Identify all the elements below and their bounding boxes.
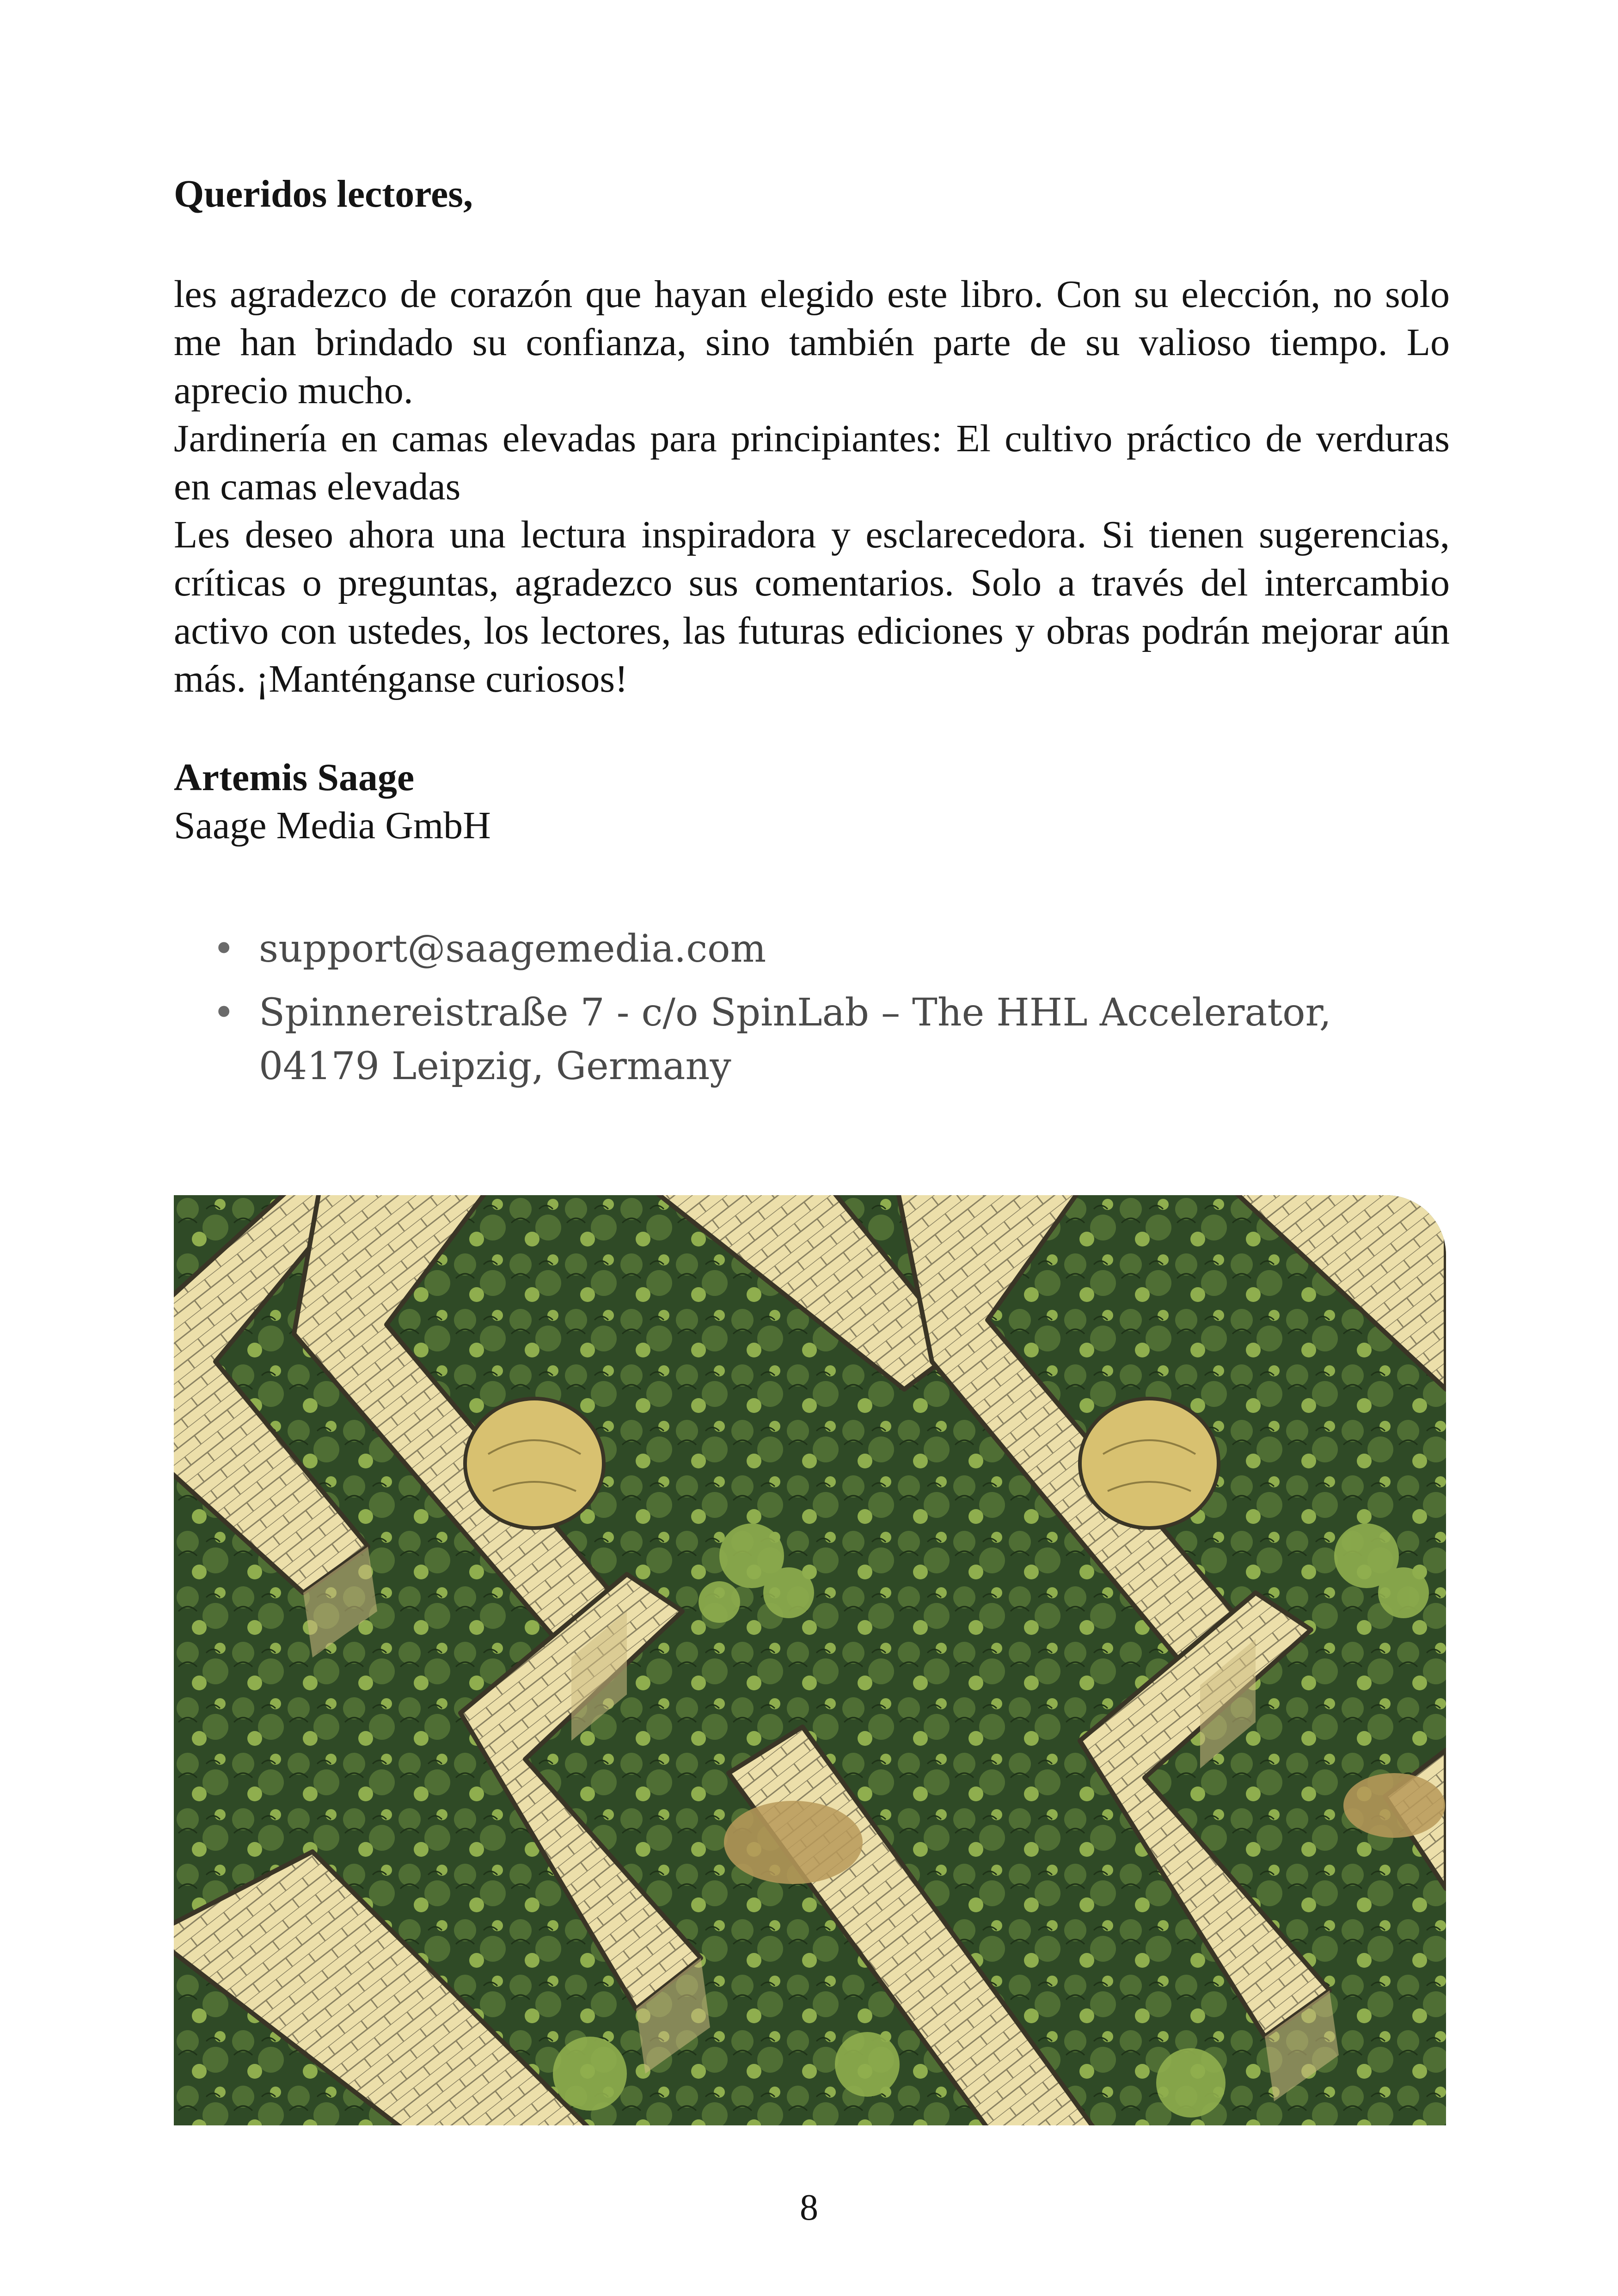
author-name: Artemis Saage (174, 756, 415, 799)
bullet-icon: • (213, 927, 235, 971)
letter-greeting: Queridos lectores, (174, 172, 473, 215)
bullet-icon: • (213, 991, 235, 1035)
raised-garden-beds-illustration (174, 1195, 1446, 2125)
page-number: 8 (800, 2187, 818, 2228)
contact-address-line1: Spinnereistraße 7 - c/o SpinLab – The HHL Accelerator, (259, 991, 1331, 1035)
contact-email[interactable]: support@saagemedia.com (259, 927, 766, 971)
contact-address-item (213, 986, 1461, 1093)
contact-list (213, 922, 1461, 1104)
letter-paragraph-thanks: les agradezco de corazón que hayan elegido este libro. Con su elección, no solo me han brindado su confianza, sino también parte de su valioso tiempo. Lo aprecio mucho. (174, 273, 1450, 412)
letter-paragraph-book-title: Jardinería en camas elevadas para principiantes: El cultivo práctico de verduras en camas elevadas (174, 417, 1450, 508)
contact-email-item (213, 922, 1461, 976)
author-company: Saage Media GmbH (174, 804, 491, 847)
letter-paragraph-wishes: Les deseo ahora una lectura inspiradora y esclarecedora. Si tienen sugerencias, críticas o preguntas, agradezco sus comentarios. Solo a través del intercambio activo con ustedes, los lectores, las futuras ediciones y obras podrán mejorar aún más. ¡Manténganse curiosos! (174, 513, 1450, 700)
author-signature (174, 754, 1450, 850)
contact-address-line2: 04179 Leipzig, Germany (259, 1044, 731, 1088)
letter-body (174, 270, 1450, 703)
